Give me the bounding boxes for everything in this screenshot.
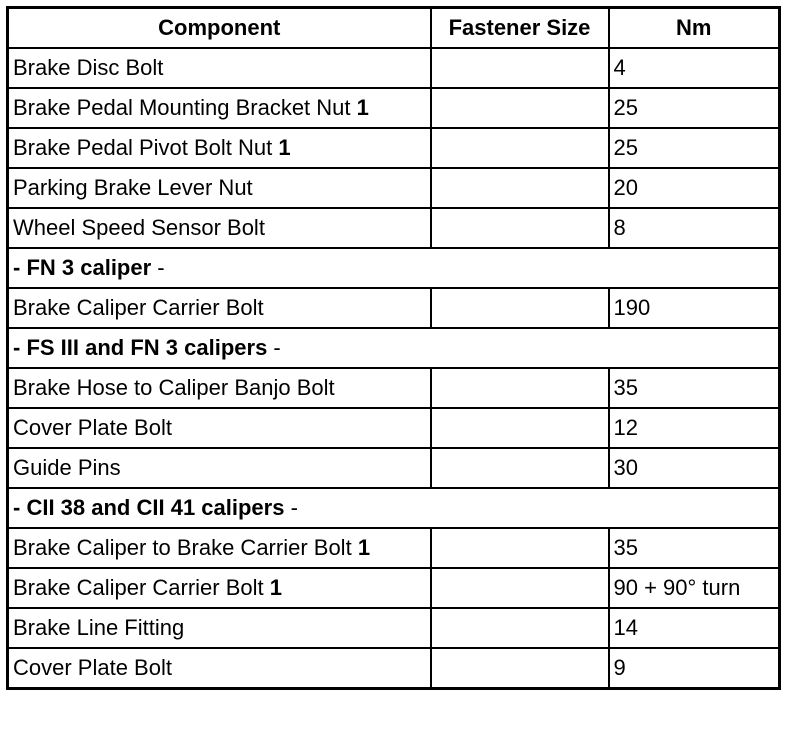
fastener-size-cell	[431, 368, 609, 408]
table-row	[8, 48, 780, 88]
fastener-size-cell	[431, 568, 609, 608]
footnote-marker: 1	[357, 535, 371, 560]
component-cell	[8, 48, 431, 88]
fastener-size-cell	[431, 88, 609, 128]
torque-nm-cell: 30	[609, 448, 780, 488]
section-label: CII 38 and CII 41 calipers	[26, 495, 285, 520]
component-name: Cover Plate Bolt	[13, 655, 172, 680]
header-component: Component	[8, 8, 431, 49]
footnote-marker: 1	[278, 135, 291, 160]
fastener-size-cell	[431, 528, 609, 568]
section-label: FN 3 caliper	[26, 255, 152, 280]
component-name: Wheel Speed Sensor Bolt	[13, 215, 265, 240]
component-name: Brake Caliper Carrier Bolt	[13, 575, 264, 600]
component-cell	[8, 568, 431, 608]
fastener-size-cell	[431, 48, 609, 88]
table-row	[8, 408, 780, 448]
section-header: - FS III and FN 3 calipers -	[8, 328, 780, 368]
component-name: Cover Plate Bolt	[13, 415, 172, 440]
component-cell	[8, 528, 431, 568]
torque-nm-cell: 190	[609, 288, 780, 328]
component-cell	[8, 168, 431, 208]
component-name: Brake Line Fitting	[13, 615, 185, 640]
section-row	[8, 488, 780, 528]
torque-nm-cell: 12	[609, 408, 780, 448]
table-row	[8, 608, 780, 648]
table-row	[8, 648, 780, 689]
torque-nm-cell: 4	[609, 48, 780, 88]
table-body	[8, 48, 780, 689]
torque-nm-cell: 25	[609, 88, 780, 128]
table-row	[8, 128, 780, 168]
table-row	[8, 208, 780, 248]
fastener-size-cell	[431, 208, 609, 248]
table-row	[8, 448, 780, 488]
torque-nm-cell: 35	[609, 528, 780, 568]
component-name: Brake Caliper to Brake Carrier Bolt	[13, 535, 352, 560]
fastener-size-cell	[431, 608, 609, 648]
component-cell	[8, 88, 431, 128]
component-cell	[8, 288, 431, 328]
fastener-size-cell	[431, 288, 609, 328]
torque-specification-table	[6, 6, 781, 690]
fastener-size-cell	[431, 128, 609, 168]
component-name: Brake Pedal Pivot Bolt Nut	[13, 135, 273, 160]
component-cell	[8, 448, 431, 488]
table-row	[8, 528, 780, 568]
component-name: Parking Brake Lever Nut	[13, 175, 253, 200]
header-nm: Nm	[609, 8, 780, 49]
component-cell	[8, 648, 431, 689]
component-name: Brake Disc Bolt	[13, 55, 164, 80]
section-header: - FN 3 caliper -	[8, 248, 780, 288]
torque-nm-cell: 14	[609, 608, 780, 648]
component-name: Brake Pedal Mounting Bracket Nut	[13, 95, 351, 120]
table-row	[8, 368, 780, 408]
fastener-size-cell	[431, 448, 609, 488]
component-name: Guide Pins	[13, 455, 121, 480]
fastener-size-cell	[431, 408, 609, 448]
footnote-marker: 1	[356, 95, 369, 120]
table-header-row	[8, 8, 780, 49]
section-header: - CII 38 and CII 41 calipers -	[8, 488, 780, 528]
component-cell	[8, 128, 431, 168]
footnote-marker: 1	[269, 575, 283, 600]
torque-nm-cell: 90 + 90° turn	[609, 568, 780, 608]
torque-nm-cell: 20	[609, 168, 780, 208]
component-cell	[8, 608, 431, 648]
section-label: FS III and FN 3 calipers	[26, 335, 268, 360]
header-fastener-size: Fastener Size	[431, 8, 609, 49]
torque-nm-cell: 9	[609, 648, 780, 689]
component-cell	[8, 368, 431, 408]
fastener-size-cell	[431, 648, 609, 689]
torque-table-container	[6, 6, 778, 690]
component-cell	[8, 208, 431, 248]
section-row	[8, 328, 780, 368]
table-row	[8, 288, 780, 328]
section-row	[8, 248, 780, 288]
table-row	[8, 88, 780, 128]
component-name: Brake Hose to Caliper Banjo Bolt	[13, 375, 335, 400]
table-row	[8, 168, 780, 208]
component-cell	[8, 408, 431, 448]
torque-nm-cell: 25	[609, 128, 780, 168]
table-row	[8, 568, 780, 608]
fastener-size-cell	[431, 168, 609, 208]
torque-nm-cell: 8	[609, 208, 780, 248]
torque-nm-cell: 35	[609, 368, 780, 408]
component-name: Brake Caliper Carrier Bolt	[13, 295, 264, 320]
